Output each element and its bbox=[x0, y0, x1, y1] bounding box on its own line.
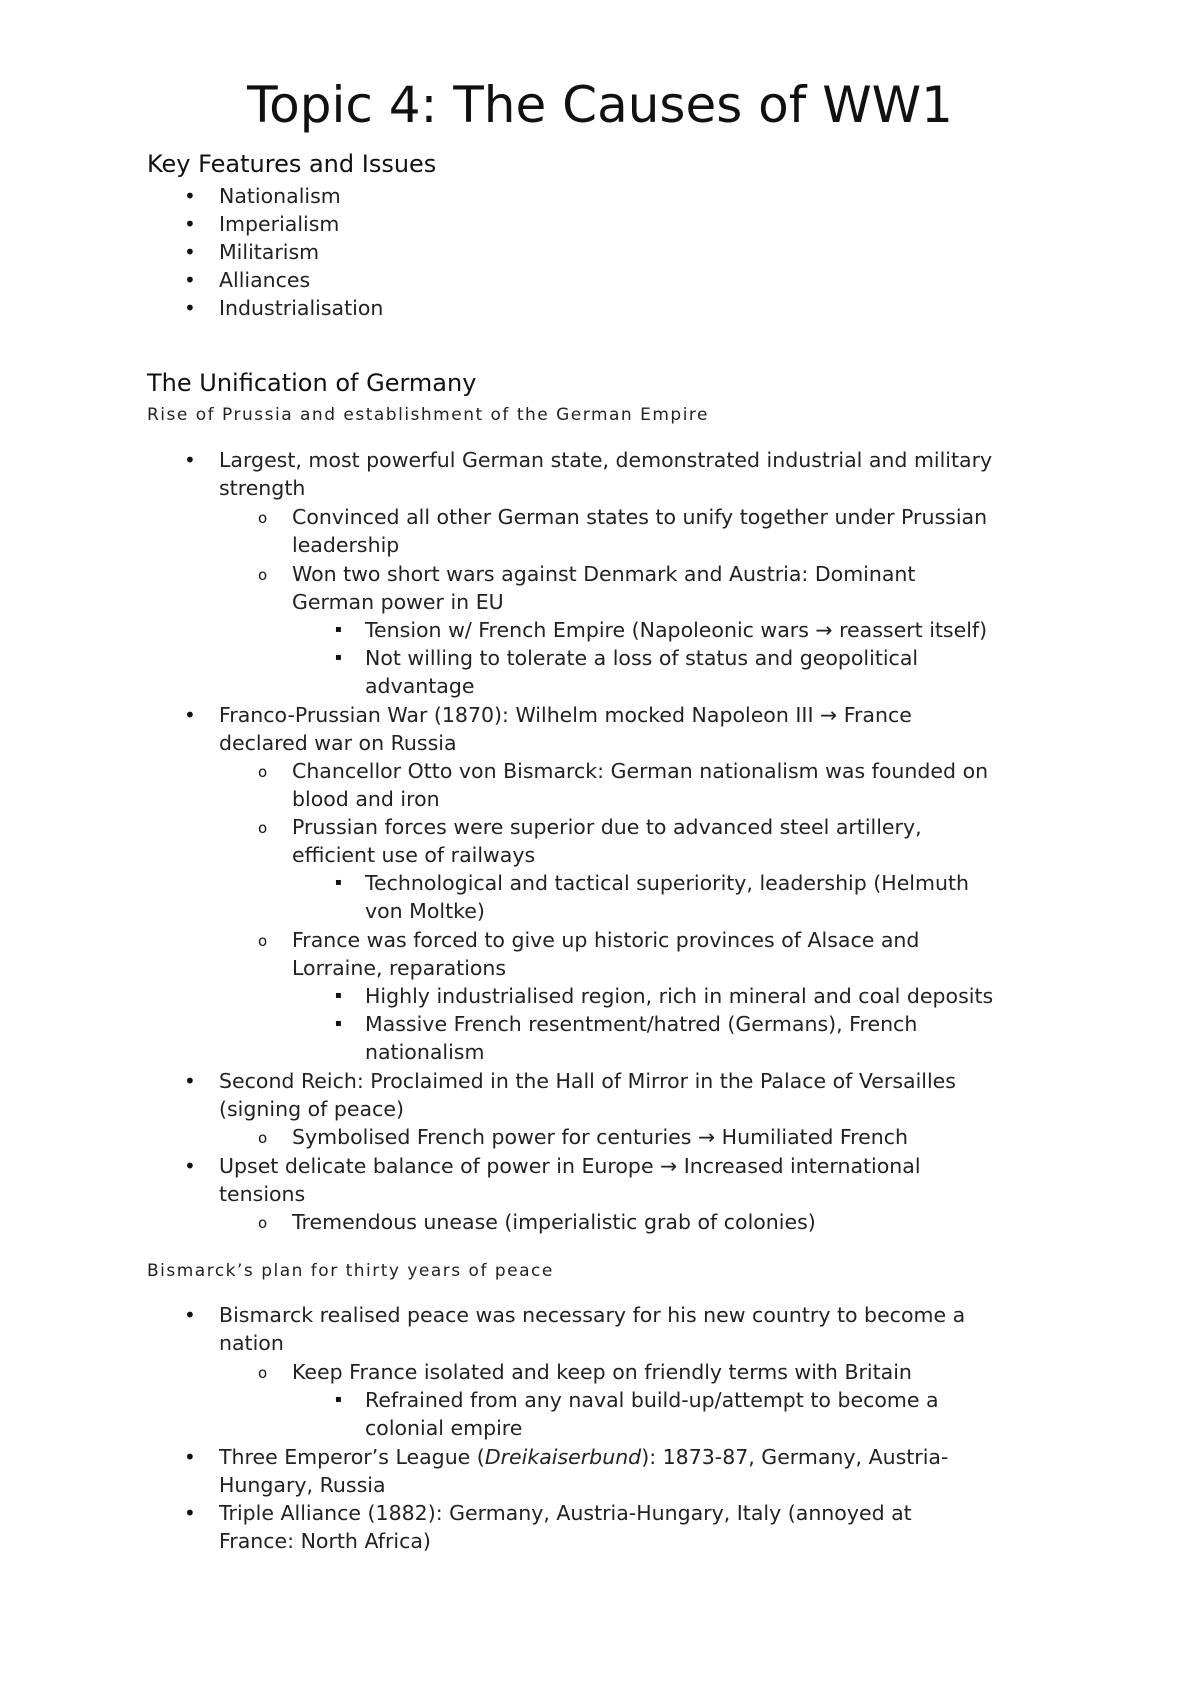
list-item-continuation: Lorraine, reparations bbox=[292, 956, 507, 980]
list-item: Tremendous unease (imperialistic grab of colonies) bbox=[292, 1210, 816, 1234]
list-item-text: ): 1873-87, Germany, Austria- bbox=[641, 1445, 949, 1469]
square-marker: ▪ bbox=[335, 652, 342, 663]
list-item bbox=[219, 1443, 948, 1471]
list-item-continuation: German power in EU bbox=[292, 590, 504, 614]
list-item-continuation: leadership bbox=[292, 533, 400, 557]
circle-marker: o bbox=[258, 932, 268, 950]
list-item: Chancellor Otto von Bismarck: German nationalism was founded on bbox=[292, 759, 989, 783]
list-item: Keep France isolated and keep on friendly terms with Britain bbox=[292, 1360, 912, 1384]
bullet-marker: • bbox=[184, 212, 196, 236]
list-item: Highly industrialised region, rich in mineral and coal deposits bbox=[365, 984, 994, 1008]
square-marker: ▪ bbox=[335, 1018, 342, 1029]
list-item: Convinced all other German states to unify together under Prussian bbox=[292, 505, 988, 529]
list-item-continuation: (signing of peace) bbox=[219, 1097, 404, 1121]
dreikaiserbund-term: Dreikaiserbund bbox=[484, 1445, 642, 1469]
list-item-continuation: tensions bbox=[219, 1182, 306, 1206]
list-item-continuation: von Moltke) bbox=[365, 899, 485, 923]
list-item-continuation: Hungary, Russia bbox=[219, 1473, 386, 1497]
circle-marker: o bbox=[258, 1214, 268, 1232]
circle-marker: o bbox=[258, 1364, 268, 1382]
circle-marker: o bbox=[258, 763, 268, 781]
list-item-continuation: efficient use of railways bbox=[292, 843, 536, 867]
list-item-continuation: nationalism bbox=[365, 1040, 485, 1064]
list-item: Symbolised French power for centuries → Humiliated French bbox=[292, 1125, 909, 1149]
list-item: Franco-Prussian War (1870): Wilhelm mocked Napoleon III → France bbox=[219, 703, 912, 727]
bullet-marker: • bbox=[184, 1303, 196, 1327]
list-item: Largest, most powerful German state, demonstrated industrial and military bbox=[219, 448, 993, 472]
circle-marker: o bbox=[258, 1129, 268, 1147]
circle-marker: o bbox=[258, 819, 268, 837]
bullet-marker: • bbox=[184, 703, 196, 727]
list-item: Imperialism bbox=[219, 212, 340, 236]
list-item-continuation: France: North Africa) bbox=[219, 1529, 431, 1553]
bullet-marker: • bbox=[184, 448, 196, 472]
circle-marker: o bbox=[258, 566, 268, 584]
circle-marker: o bbox=[258, 509, 268, 527]
bullet-marker: • bbox=[184, 1445, 196, 1469]
list-item: Industrialisation bbox=[219, 296, 384, 320]
list-item-text: Three Emperor’s League ( bbox=[219, 1445, 485, 1469]
list-item-continuation: advantage bbox=[365, 674, 475, 698]
bullet-marker: • bbox=[184, 240, 196, 264]
list-item-continuation: strength bbox=[219, 476, 306, 500]
list-item-continuation: colonial empire bbox=[365, 1416, 523, 1440]
page-title: Topic 4: The Causes of WW1 bbox=[247, 76, 953, 134]
bullet-marker: • bbox=[184, 268, 196, 292]
list-item: Not willing to tolerate a loss of status and geopolitical bbox=[365, 646, 919, 670]
key-features-heading: Key Features and Issues bbox=[147, 150, 437, 178]
list-item-continuation: declared war on Russia bbox=[219, 731, 457, 755]
bismarck-subheading: Bismarck’s plan for thirty years of peace bbox=[147, 1261, 554, 1281]
list-item: Massive French resentment/hatred (Germans), French bbox=[365, 1012, 918, 1036]
list-item: Alliances bbox=[219, 268, 311, 292]
square-marker: ▪ bbox=[335, 1394, 342, 1405]
list-item: Second Reich: Proclaimed in the Hall of Mirror in the Palace of Versailles bbox=[219, 1069, 956, 1093]
list-item: Triple Alliance (1882): Germany, Austria-Hungary, Italy (annoyed at bbox=[219, 1501, 912, 1525]
bullet-marker: • bbox=[184, 1154, 196, 1178]
bullet-marker: • bbox=[184, 296, 196, 320]
prussia-subheading: Rise of Prussia and establishment of the German Empire bbox=[147, 405, 709, 425]
square-marker: ▪ bbox=[335, 877, 342, 888]
list-item: Refrained from any naval build-up/attempt to become a bbox=[365, 1388, 939, 1412]
list-item: Prussian forces were superior due to advanced steel artillery, bbox=[292, 815, 922, 839]
square-marker: ▪ bbox=[335, 990, 342, 1001]
list-item: Won two short wars against Denmark and Austria: Dominant bbox=[292, 562, 916, 586]
list-item: France was forced to give up historic provinces of Alsace and bbox=[292, 928, 920, 952]
list-item: Technological and tactical superiority, leadership (Helmuth bbox=[365, 871, 969, 895]
unification-heading: The Unification of Germany bbox=[147, 369, 477, 397]
list-item: Tension w/ French Empire (Napoleonic wars → reassert itself) bbox=[365, 618, 988, 642]
bullet-marker: • bbox=[184, 1069, 196, 1093]
list-item: Militarism bbox=[219, 240, 320, 264]
square-marker: ▪ bbox=[335, 624, 342, 635]
list-item-continuation: blood and iron bbox=[292, 787, 440, 811]
list-item: Upset delicate balance of power in Europe → Increased international bbox=[219, 1154, 921, 1178]
list-item-continuation: nation bbox=[219, 1331, 284, 1355]
list-item: Nationalism bbox=[219, 184, 341, 208]
list-item: Bismarck realised peace was necessary for his new country to become a bbox=[219, 1303, 966, 1327]
bullet-marker: • bbox=[184, 184, 196, 208]
bullet-marker: • bbox=[184, 1501, 196, 1525]
